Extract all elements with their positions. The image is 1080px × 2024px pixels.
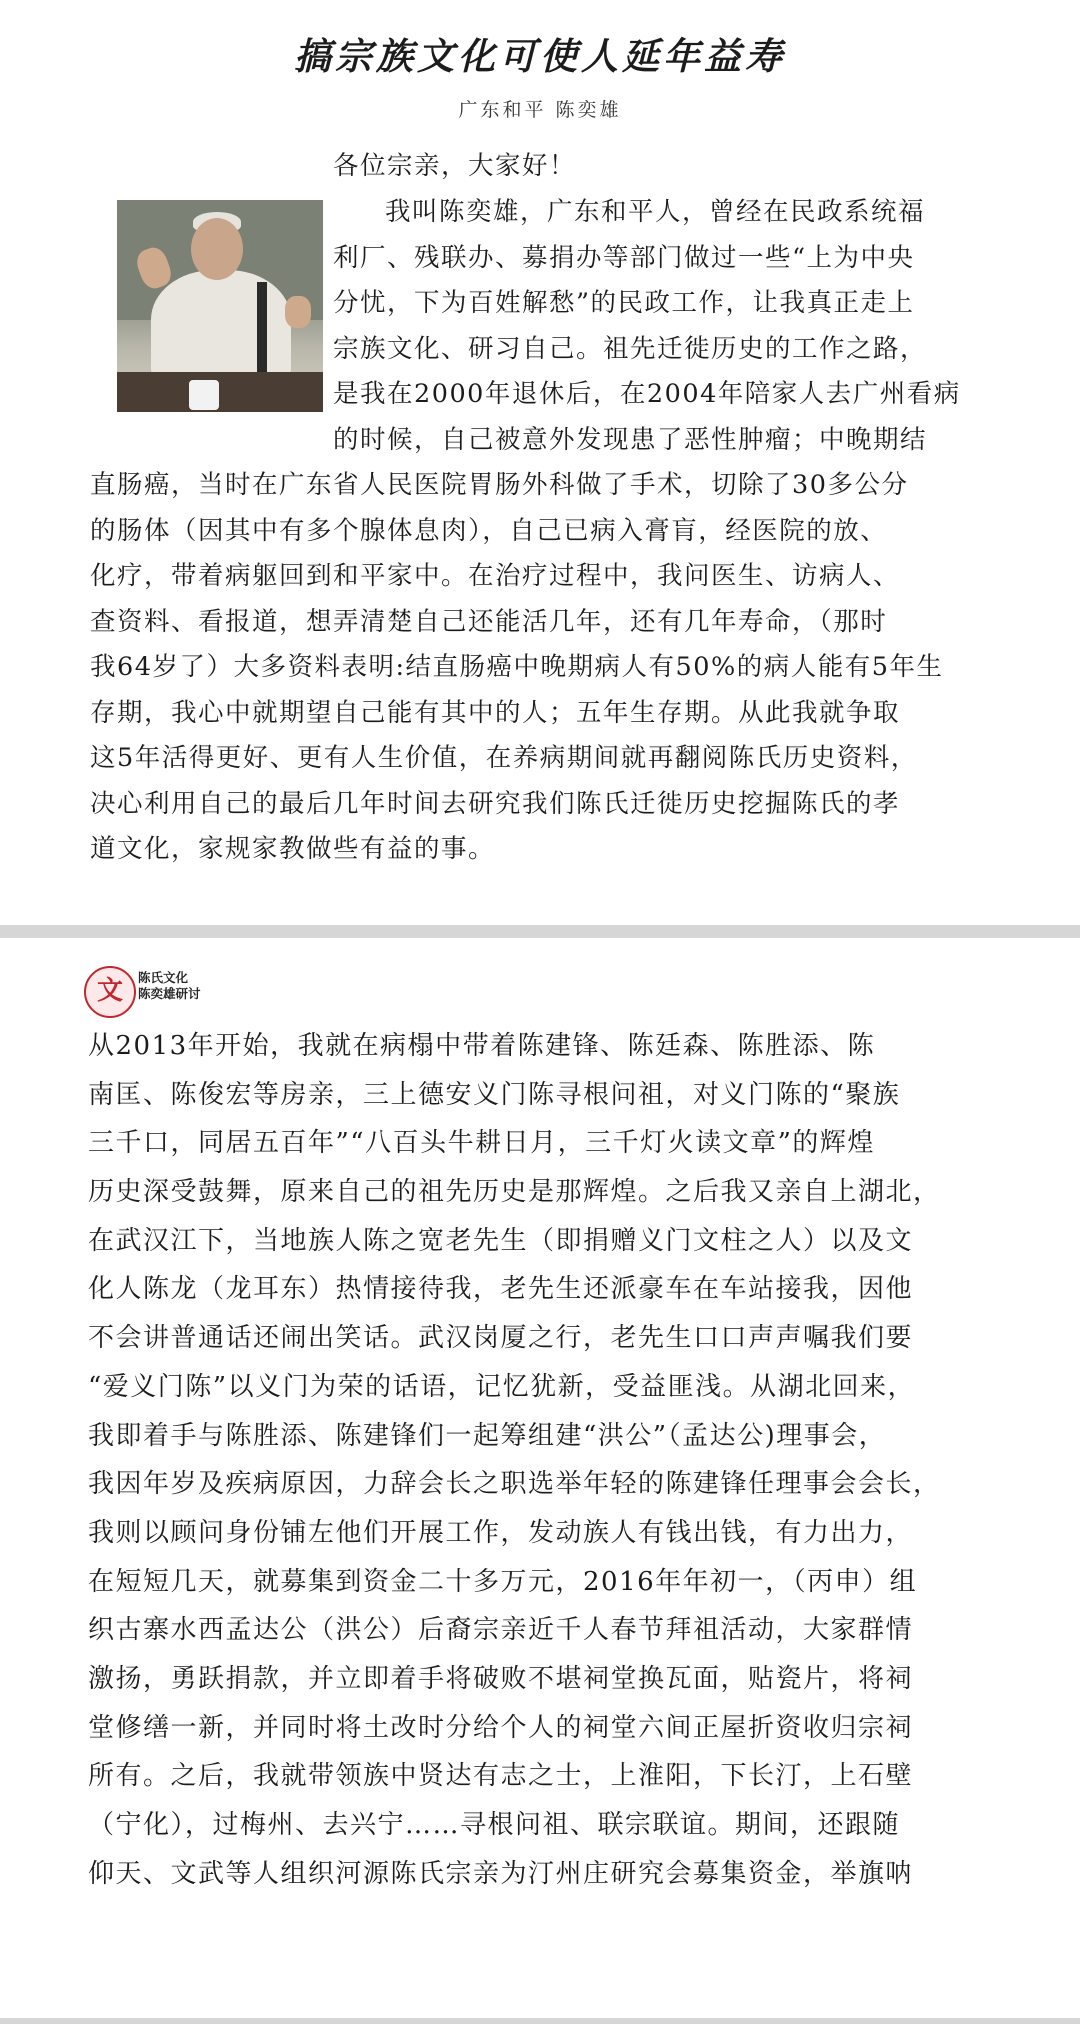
paragraph-line: 化人陈龙（龙耳东）热情接待我，老先生还派豪车在车站接我，因他 bbox=[88, 1274, 914, 1305]
greeting-line bbox=[333, 144, 576, 190]
paragraph-main bbox=[88, 1022, 941, 1898]
paragraph-line: 我64岁了）大多资料表明:结直肠癌中晚期病人有50%的病人能有5年生 bbox=[90, 652, 944, 682]
paragraph-line: 各位宗亲，大家好！ bbox=[333, 151, 577, 181]
chen-culture-logo bbox=[84, 966, 224, 1016]
author-byline: 广东和平 陈奕雄 bbox=[458, 99, 622, 121]
paragraph-line: 我叫陈奕雄，广东和平人，曾经在民政系统福 bbox=[385, 197, 926, 227]
author-photo bbox=[117, 200, 323, 412]
document-page-2 bbox=[0, 938, 1080, 2018]
page-divider bbox=[0, 925, 1080, 938]
paragraph-line: 我即着手与陈胜添、陈建锋们一起筹组建“洪公”（孟达公)理事会， bbox=[88, 1420, 887, 1451]
page-divider bbox=[0, 2018, 1080, 2024]
document-page-1 bbox=[0, 0, 1080, 925]
paragraph-full-width bbox=[90, 463, 943, 873]
paragraph-line: 从2013年开始，我就在病榻中带着陈建锋、陈廷森、陈胜添、陈 bbox=[88, 1031, 876, 1061]
paragraph-line: 织古寨水西孟达公（洪公）后裔宗亲近千人春节拜祖活动，大家群情 bbox=[88, 1615, 914, 1646]
paragraph-line: 这5年活得更好、更有人生价值，在养病期间就再翻阅陈氏历史资料， bbox=[90, 743, 918, 773]
paragraph-line: 存期，我心中就期望自己能有其中的人；五年生存期。从此我就争取 bbox=[90, 697, 901, 728]
paragraph-line: 历史深受鼓舞，原来自己的祖先历史是那辉煌。之后我又亲自上湖北， bbox=[88, 1177, 941, 1208]
paragraph-line: 三千口，同居五百年”“八百头牛耕日月，三千灯火读文章”的辉煌 bbox=[88, 1128, 875, 1159]
logo-line-1: 陈氏文化 bbox=[138, 970, 189, 985]
paragraph-line: 在短短几天，就募集到资金二十多万元，2016年年初一，（丙申）组 bbox=[88, 1566, 918, 1597]
paragraph-line: 查资料、看报道，想弄清楚自己还能活几年，还有几年寿命，（那时 bbox=[90, 606, 888, 637]
paragraph-line: “爱义门陈”以义门为荣的话语，记忆犹新，受益匪浅。从湖北回来， bbox=[88, 1371, 916, 1402]
paragraph-line: 不会讲普通话还闹出笑话。武汉岗厦之行，老先生口口声声嘱我们要 bbox=[88, 1323, 914, 1354]
paragraph-line: 化疗，带着病躯回到和平家中。在治疗过程中，我问医生、访病人、 bbox=[90, 561, 901, 591]
paragraph-side-of-photo bbox=[333, 190, 961, 463]
logo-text bbox=[138, 970, 201, 1002]
paragraph-line: （宁化），过梅州、去兴宁……寻根问祖、联宗联谊。期间，还跟随 bbox=[88, 1810, 901, 1840]
paragraph-line: 分忧，下为百姓解愁”的民政工作，让我真正走上 bbox=[333, 288, 915, 318]
paragraph-line: 的时候，自己被意外发现患了恶性肿瘤；中晚期结 bbox=[333, 424, 928, 455]
paragraph-line: 仰天、文武等人组织河源陈氏宗亲为汀州庄研究会募集资金，举旗呐 bbox=[88, 1858, 914, 1889]
paragraph-line: 在武汉江下，当地族人陈之宽老先生（即捐赠义门文柱之人）以及文 bbox=[88, 1225, 914, 1256]
paragraph-line: 决心利用自己的最后几年时间去研究我们陈氏迁徙历史挖掘陈氏的孝 bbox=[90, 788, 901, 819]
logo-line-2: 陈奕雄研讨 bbox=[138, 986, 201, 1001]
paragraph-line: 我因年岁及疾病原因，力辞会长之职选举年轻的陈建锋任理事会会长， bbox=[88, 1469, 941, 1500]
paragraph-line: 激扬，勇跃捐款，并立即着手将破败不堪祠堂换瓦面，贴瓷片，将祠 bbox=[88, 1663, 914, 1694]
paragraph-line: 南匡、陈俊宏等房亲，三上德安义门陈寻根问祖，对义门陈的“聚族 bbox=[88, 1079, 901, 1110]
paragraph-line: 的肠体（因其中有多个腺体息肉），自己已病入膏肓，经医院的放、 bbox=[90, 515, 888, 546]
paragraph-line: 堂修缮一新，并同时将土改时分给个人的祠堂六间正屋折资收归宗祠 bbox=[88, 1712, 914, 1743]
article-title: 搞宗族文化可使人延年益寿 bbox=[294, 34, 786, 78]
seal-icon: 文 bbox=[84, 966, 136, 1018]
paragraph-line: 我则以顾问身份铺左他们开展工作，发动族人有钱出钱，有力出力， bbox=[88, 1517, 914, 1548]
paragraph-line: 直肠癌，当时在广东省人民医院胃肠外科做了手术，切除了30多公分 bbox=[90, 470, 909, 500]
paragraph-line: 利厂、残联办、募捐办等部门做过一些“上为中央 bbox=[333, 242, 915, 273]
paragraph-line: 所有。之后，我就带领族中贤达有志之士，上淮阳，下长汀，上石壁 bbox=[88, 1761, 914, 1792]
paragraph-line: 道文化，家规家教做些有益的事。 bbox=[90, 834, 496, 864]
paragraph-line: 宗族文化、研习自己。祖先迁徙历史的工作之路， bbox=[333, 333, 928, 364]
paragraph-line: 是我在2000年退休后，在2004年陪家人去广州看病 bbox=[333, 379, 961, 409]
